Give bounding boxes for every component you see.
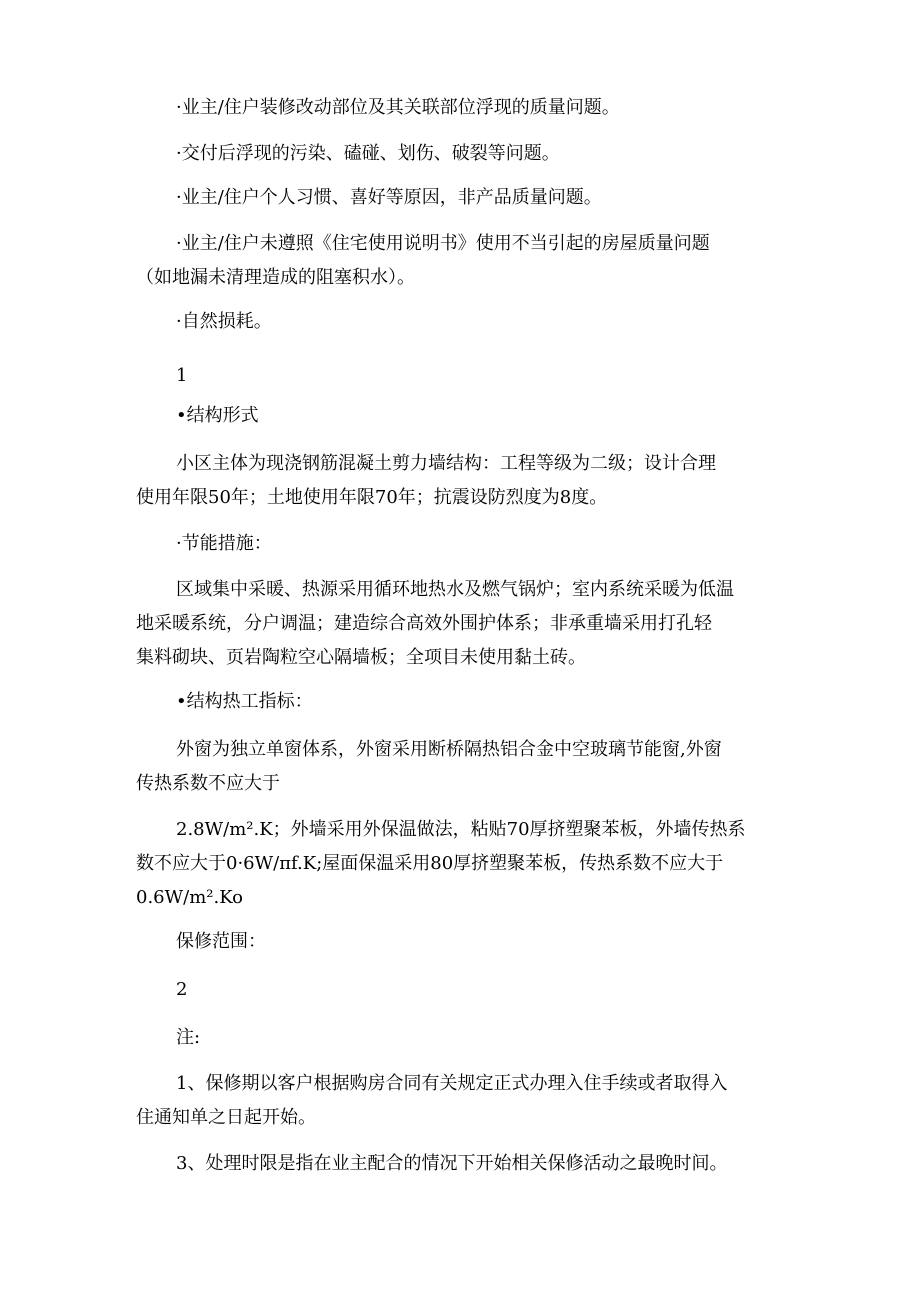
paragraph-line: 集料砌块、页岩陶粒空心隔墙板；全项目未使用黏土砖。	[136, 647, 586, 668]
page-number: 2	[176, 979, 188, 1000]
note-line: 1、保修期以客户根据购房合同有关规定正式办理入住手续或者取得入	[176, 1073, 728, 1094]
exclusion-item: ·自然损耗。	[176, 311, 272, 332]
section-heading-warranty-scope: 保修范围：	[176, 931, 266, 952]
exclusion-item-line2: （如地漏未清理造成的阻塞积水）。	[136, 267, 415, 288]
note-line: 3、处理时限是指在业主配合的情况下开始相关保修活动之最晚时间。	[176, 1153, 728, 1174]
paragraph-line: 0.6W/m².Ko	[136, 887, 243, 908]
note-line: 住通知单之日起开始。	[136, 1107, 316, 1128]
exclusion-item: ·业主/住户装修改动部位及其关联部位浮现的质量问题。	[176, 97, 620, 118]
page-number: 1	[176, 365, 188, 386]
paragraph-line: 地采暖系统，分户调温；建造综合高效外围护体系；非承重墙采用打孔轻	[136, 613, 712, 634]
exclusion-item: ·业主/住户个人习惯、喜好等原因，非产品质量问题。	[176, 187, 602, 208]
notes-heading: 注:	[176, 1027, 201, 1048]
paragraph-line: 2.8W/m².K；外墙采用外保温做法，粘贴70厚挤塑聚苯板，外墙传热系	[176, 819, 746, 840]
section-heading-thermal: •结构热工指标：	[176, 691, 313, 712]
section-heading-structure: •结构形式	[176, 405, 259, 426]
section-heading-energy: ·节能措施：	[176, 533, 272, 554]
paragraph-line: 小区主体为现浇钢筋混凝土剪力墙结构：工程等级为二级；设计合理	[176, 453, 716, 474]
paragraph-line: 使用年限50年；土地使用年限70年；抗震设防烈度为8度。	[136, 487, 608, 508]
paragraph-line: 外窗为独立单窗体系，外窗采用断桥隔热铝合金中空玻璃节能窗,外窗	[176, 739, 722, 760]
paragraph-line: 数不应大于0·6W/πf.K;屋面保温采用80厚挤塑聚苯板，传热系数不应大于	[136, 853, 724, 874]
exclusion-item: ·交付后浮现的污染、磕碰、划伤、破裂等问题。	[176, 143, 560, 164]
paragraph-line: 区域集中采暖、热源采用循环地热水及燃气锅炉；室内系统采暖为低温	[176, 579, 734, 600]
exclusion-item-line1: ·业主/住户未遵照《住宅使用说明书》使用不当引起的房屋质量问题	[176, 233, 710, 254]
paragraph-line: 传热系数不应大于	[136, 773, 280, 794]
